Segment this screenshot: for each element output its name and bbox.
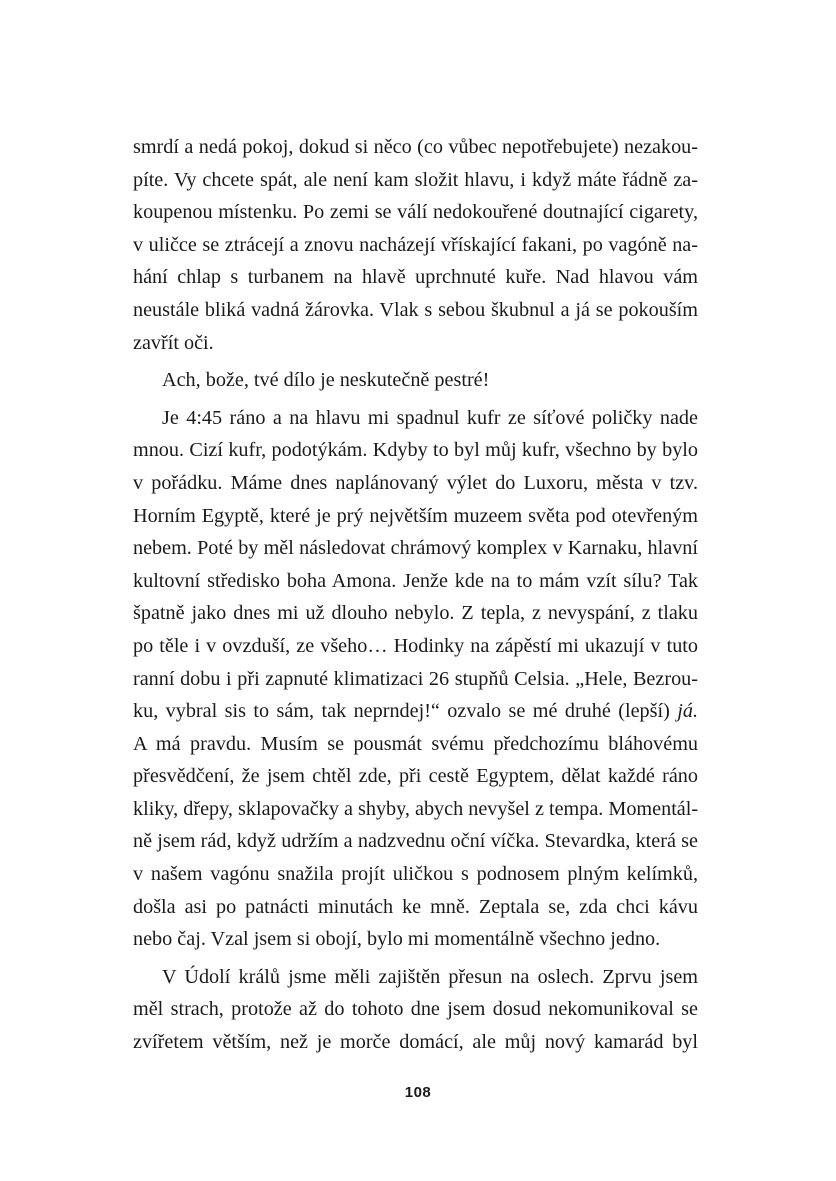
paragraph-3 [133,402,698,956]
text-line: nebo čaj. Vzal jsem si obojí, bylo mi momentálně všechno jedno. [133,928,661,951]
text-line: v pořádku. Máme dnes naplánovaný výlet do Luxoru, města v tzv. [133,471,698,494]
text-line: píte. Vy chcete spát, ale není kam složit hlavu, i když máte řádně za- [133,168,698,191]
text-line: Ach, bože, tvé dílo je neskutečně pestré! [162,369,490,392]
text-line: smrdí a nedá pokoj, dokud si něco (co vůbec nepotřebujete) nezakou- [133,136,698,158]
text-line: A má pravdu. Musím se pousmát svému předchozímu bláhovému [133,732,698,755]
text-line: Je 4:45 ráno a na hlavu mi spadnul kufr ze síťové poličky nade [162,406,698,429]
text-line: po těle i v ovzduší, ze všeho… Hodinky na zápěstí mi ukazují v tuto [133,634,698,657]
paragraph-1 [133,131,698,359]
text-line: V Údolí králů jsme měli zajištěn přesun na oslech. Zprvu jsem [162,965,698,988]
text-line: neustále bliká vadná žárovka. Vlak s sebou škubnul a já se pokouším [133,298,698,321]
text-line: kliky, dřepy, sklapovačky a shyby, abych nevyšel z tempa. Momentál- [133,797,699,820]
text-line: kultovní středisko boha Amona. Jenže kde na to mám vzít sílu? Tak [133,569,698,592]
text-line: ranní dobu i při zapnuté klimatizaci 26 stupňů Celsia. „Hele, Bezrou- [133,667,698,690]
text-line: špatně jako dnes mi už dlouho nebylo. Z tepla, z nevyspání, z tlaku [133,602,698,625]
italic-word: já. [677,700,698,723]
text-line [133,695,698,728]
text-line: přesvědčení, že jsem chtěl zde, při cestě Egyptem, dělat každé ráno [133,765,698,788]
text-line: v uličce se ztrácejí a znovu nacházejí vřískající fakani, po vagóně na- [133,233,698,256]
text-line: nebem. Poté by měl následovat chrámový komplex v Karnaku, hlavní [133,537,698,560]
page-number: 108 [404,1084,432,1101]
text-line: Horním Egyptě, které je prý největším muzeem světa pod otevřeným [133,504,698,527]
text-line: v našem vagónu snažila projít uličkou s podnosem plným kelímků, [133,863,698,886]
text-line: měl strach, protože až do tohoto dne jsem dosud nekomunikoval se [133,998,698,1021]
text-line-main: ku, vybral sis to sám, tak neprndej!“ ozvalo se mé druhé (lepší) [133,700,670,723]
body-text [133,131,698,1059]
text-line: ně jsem rád, když udržím a nadzvednu oční víčka. Stevardka, která se [133,830,698,853]
text-line: hání chlap s turbanem na hlavě uprchnuté kuře. Nad hlavou vám [133,266,698,289]
text-line: došla asi po patnácti minutách ke mně. Zeptala se, zda chci kávu [133,895,698,918]
text-line: zvířetem větším, než je morče domácí, ale můj nový kamarád byl [133,1031,698,1054]
text-line: mnou. Cizí kufr, podotýkám. Kdyby to byl můj kufr, všechno by bylo [133,439,698,462]
text-line: koupenou místenku. Po zemi se válí nedokouřené doutnající cigarety, [133,201,698,224]
text-line: zavřít oči. [133,331,214,354]
paragraph-2 [133,364,698,397]
paragraph-4 [133,961,698,1059]
